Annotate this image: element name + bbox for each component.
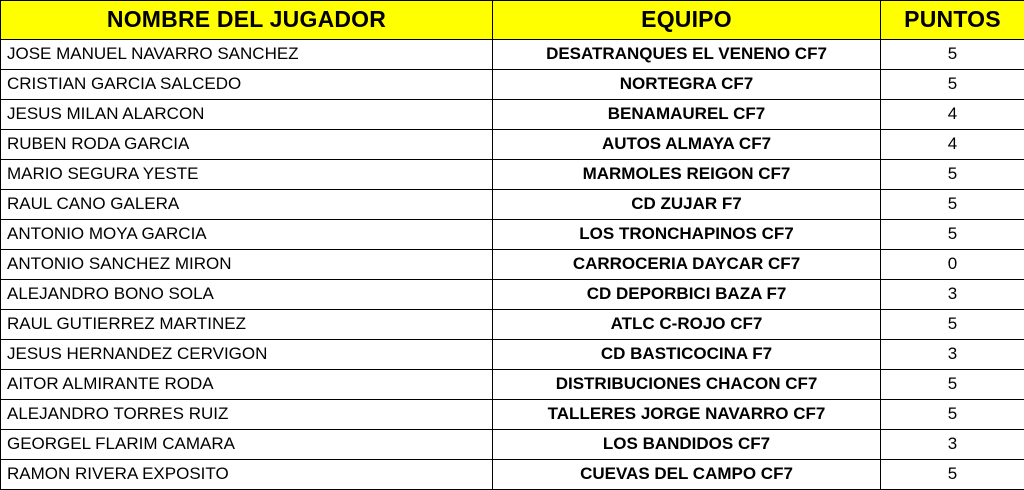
cell-points: 5 — [881, 70, 1024, 100]
cell-points: 0 — [881, 250, 1024, 280]
cell-points: 3 — [881, 340, 1024, 370]
cell-player-name: CRISTIAN GARCIA SALCEDO — [1, 70, 493, 100]
cell-points: 5 — [881, 40, 1024, 70]
cell-team-name: DESATRANQUES EL VENENO CF7 — [493, 40, 881, 70]
table-row — [1, 130, 1024, 160]
cell-player-name: JESUS MILAN ALARCON — [1, 100, 493, 130]
cell-points: 4 — [881, 100, 1024, 130]
cell-player-name: GEORGEL FLARIM CAMARA — [1, 430, 493, 460]
cell-team-name: LOS BANDIDOS CF7 — [493, 430, 881, 460]
cell-player-name: RAUL GUTIERREZ MARTINEZ — [1, 310, 493, 340]
cell-points: 5 — [881, 220, 1024, 250]
cell-team-name: ATLC C-ROJO CF7 — [493, 310, 881, 340]
table-row — [1, 220, 1024, 250]
cell-team-name: CD BASTICOCINA F7 — [493, 340, 881, 370]
table-row — [1, 340, 1024, 370]
cell-player-name: RAMON RIVERA EXPOSITO — [1, 460, 493, 490]
cell-player-name: ANTONIO SANCHEZ MIRON — [1, 250, 493, 280]
cell-player-name: JESUS HERNANDEZ CERVIGON — [1, 340, 493, 370]
table-row — [1, 100, 1024, 130]
table-row — [1, 400, 1024, 430]
cell-team-name: BENAMAUREL CF7 — [493, 100, 881, 130]
table-body — [1, 40, 1024, 490]
cell-team-name: MARMOLES REIGON CF7 — [493, 160, 881, 190]
cell-points: 4 — [881, 130, 1024, 160]
cell-team-name: CD ZUJAR F7 — [493, 190, 881, 220]
table-row — [1, 160, 1024, 190]
cell-points: 3 — [881, 430, 1024, 460]
column-header-points: PUNTOS — [881, 1, 1024, 40]
cell-player-name: ANTONIO MOYA GARCIA — [1, 220, 493, 250]
table-row — [1, 190, 1024, 220]
cell-player-name: ALEJANDRO BONO SOLA — [1, 280, 493, 310]
cell-player-name: AITOR ALMIRANTE RODA — [1, 370, 493, 400]
column-header-player: NOMBRE DEL JUGADOR — [1, 1, 493, 40]
cell-team-name: LOS TRONCHAPINOS CF7 — [493, 220, 881, 250]
table-row — [1, 430, 1024, 460]
cell-team-name: DISTRIBUCIONES CHACON CF7 — [493, 370, 881, 400]
cell-team-name: TALLERES JORGE NAVARRO CF7 — [493, 400, 881, 430]
column-header-team: EQUIPO — [493, 1, 881, 40]
table-row — [1, 280, 1024, 310]
cell-player-name: JOSE MANUEL NAVARRO SANCHEZ — [1, 40, 493, 70]
cell-player-name: RUBEN RODA GARCIA — [1, 130, 493, 160]
cell-points: 5 — [881, 310, 1024, 340]
table-row — [1, 40, 1024, 70]
cell-points: 5 — [881, 400, 1024, 430]
table-row — [1, 370, 1024, 400]
cell-points: 5 — [881, 190, 1024, 220]
table-header — [1, 1, 1024, 40]
cell-team-name: AUTOS ALMAYA CF7 — [493, 130, 881, 160]
cell-team-name: NORTEGRA CF7 — [493, 70, 881, 100]
table-header-row — [1, 1, 1024, 40]
cell-player-name: ALEJANDRO TORRES RUIZ — [1, 400, 493, 430]
cell-points: 5 — [881, 460, 1024, 490]
table-row — [1, 70, 1024, 100]
cell-team-name: CD DEPORBICI BAZA F7 — [493, 280, 881, 310]
cell-points: 5 — [881, 370, 1024, 400]
cell-team-name: CARROCERIA DAYCAR CF7 — [493, 250, 881, 280]
table-row — [1, 250, 1024, 280]
cell-points: 3 — [881, 280, 1024, 310]
table-row — [1, 460, 1024, 490]
cell-player-name: RAUL CANO GALERA — [1, 190, 493, 220]
cell-team-name: CUEVAS DEL CAMPO CF7 — [493, 460, 881, 490]
table-row — [1, 310, 1024, 340]
cell-points: 5 — [881, 160, 1024, 190]
cell-player-name: MARIO SEGURA YESTE — [1, 160, 493, 190]
